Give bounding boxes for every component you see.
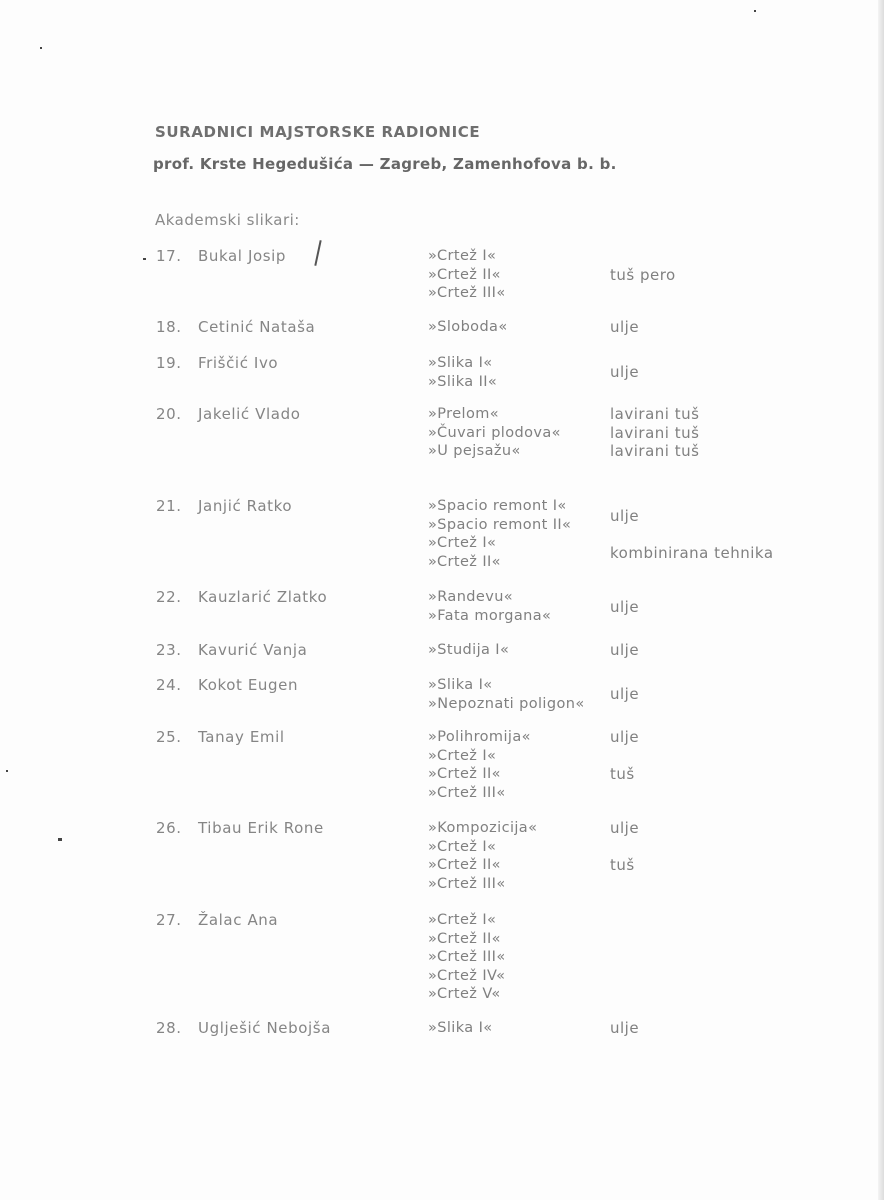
page-edge [878, 0, 884, 1200]
work-title: »Polihromija« [428, 729, 531, 745]
artist-name: Kokot Eugen [198, 676, 299, 694]
scan-speck [143, 258, 146, 260]
entry-number: 25. [156, 728, 182, 746]
technique: lavirani tuš [610, 442, 700, 460]
work-title: »Crtež II« [428, 930, 501, 947]
artist-name: Janjić Ratko [198, 497, 293, 515]
work-title: »Spacio remont II« [428, 516, 572, 533]
entry-number: 22. [156, 588, 182, 606]
entry-number: 18. [156, 318, 182, 336]
works-list [428, 318, 508, 337]
technique: ulje [610, 728, 640, 746]
works-list [428, 354, 497, 391]
technique: ulje [610, 819, 640, 837]
technique: tuš [610, 856, 635, 874]
technique: ulje [610, 507, 640, 525]
scan-speck [6, 770, 8, 772]
technique: ulje [610, 363, 640, 381]
work-title: »Prelom« [428, 406, 500, 422]
technique: tuš pero [610, 265, 676, 284]
technique: ulje [610, 641, 640, 659]
artist-name: Kauzlarić Zlatko [198, 588, 328, 606]
works-list [428, 247, 506, 303]
works-list [428, 911, 506, 1004]
artist-name: Jakelić Vlado [198, 405, 301, 423]
artist-name: Tanay Emil [198, 728, 285, 746]
work-title: »Crtež II« [428, 553, 501, 570]
works-list [428, 497, 571, 571]
works-list [428, 1019, 493, 1038]
work-title: »Slika II« [428, 373, 498, 390]
entry-number: 19. [156, 354, 182, 372]
scan-speck [58, 838, 62, 841]
work-title: »Crtež IV« [428, 967, 506, 984]
technique: tuš [610, 765, 635, 783]
works-list [428, 676, 585, 713]
entry-number: 23. [156, 641, 182, 659]
technique: lavirani tuš [610, 423, 700, 442]
work-title: »Spacio remont I« [428, 498, 567, 514]
scan-speck [754, 10, 756, 12]
work-title: »Crtež II« [428, 857, 501, 873]
entry-number: 26. [156, 819, 182, 837]
work-title: »Slika I« [428, 677, 493, 693]
scan-speck [40, 47, 42, 49]
work-title: »Randevu« [428, 589, 514, 605]
work-title: »Fata morgana« [428, 607, 552, 624]
works-list [428, 819, 537, 893]
work-title: »Crtež I« [428, 747, 497, 764]
work-title: »Čuvari plodova« [428, 424, 561, 441]
technique: ulje [610, 598, 640, 616]
artist-name: Bukal Josip [198, 247, 287, 265]
technique: ulje [610, 685, 640, 703]
entry-number: 27. [156, 911, 182, 929]
works-list [428, 405, 561, 461]
technique: ulje [610, 1019, 640, 1037]
entry-number: 20. [156, 405, 182, 423]
works-list [428, 728, 531, 802]
work-title: »Studija I« [428, 642, 510, 658]
work-title: »Crtež V« [428, 986, 501, 1002]
works-list [428, 641, 509, 660]
section-label: Akademski slikari: [155, 211, 300, 229]
artist-name: Uglješić Nebojša [198, 1019, 331, 1037]
work-title: »Crtež I« [428, 912, 497, 928]
technique: kombinirana tehnika [610, 544, 774, 562]
entry-number: 24. [156, 676, 182, 694]
artist-name: Kavurić Vanja [198, 641, 308, 659]
work-title: »Crtež I« [428, 535, 497, 551]
work-title: »Slika I« [428, 1020, 493, 1036]
document-subtitle: prof. Krste Hegedušića — Zagreb, Zamenhofova b. b. [153, 155, 617, 173]
entry-number: 17. [156, 247, 182, 265]
work-title: »Crtež II« [428, 266, 501, 283]
work-title: »Crtež III« [428, 875, 506, 892]
work-title: »Crtež I« [428, 248, 497, 264]
artist-name: Tibau Erik Rone [198, 819, 324, 837]
entry-number: 28. [156, 1019, 182, 1037]
works-list [428, 588, 551, 625]
technique: lavirani tuš [610, 405, 700, 423]
work-title: »Kompozicija« [428, 820, 538, 836]
work-title: »Nepoznati poligon« [428, 695, 585, 712]
artist-name: Cetinić Nataša [198, 318, 316, 336]
work-title: »Crtež III« [428, 784, 506, 801]
pen-mark [314, 240, 321, 266]
entry-number: 21. [156, 497, 182, 515]
work-title: »Slika I« [428, 355, 493, 371]
artist-name: Žalac Ana [198, 911, 279, 929]
document-title: SURADNICI MAJSTORSKE RADIONICE [155, 123, 481, 141]
work-title: »Crtež III« [428, 949, 506, 965]
work-title: »Sloboda« [428, 319, 508, 335]
technique: ulje [610, 318, 640, 336]
artist-name: Friščić Ivo [198, 354, 279, 372]
work-title: »U pejsažu« [428, 443, 521, 459]
work-title: »Crtež I« [428, 838, 497, 855]
work-title: »Crtež II« [428, 766, 501, 782]
work-title: »Crtež III« [428, 285, 506, 301]
